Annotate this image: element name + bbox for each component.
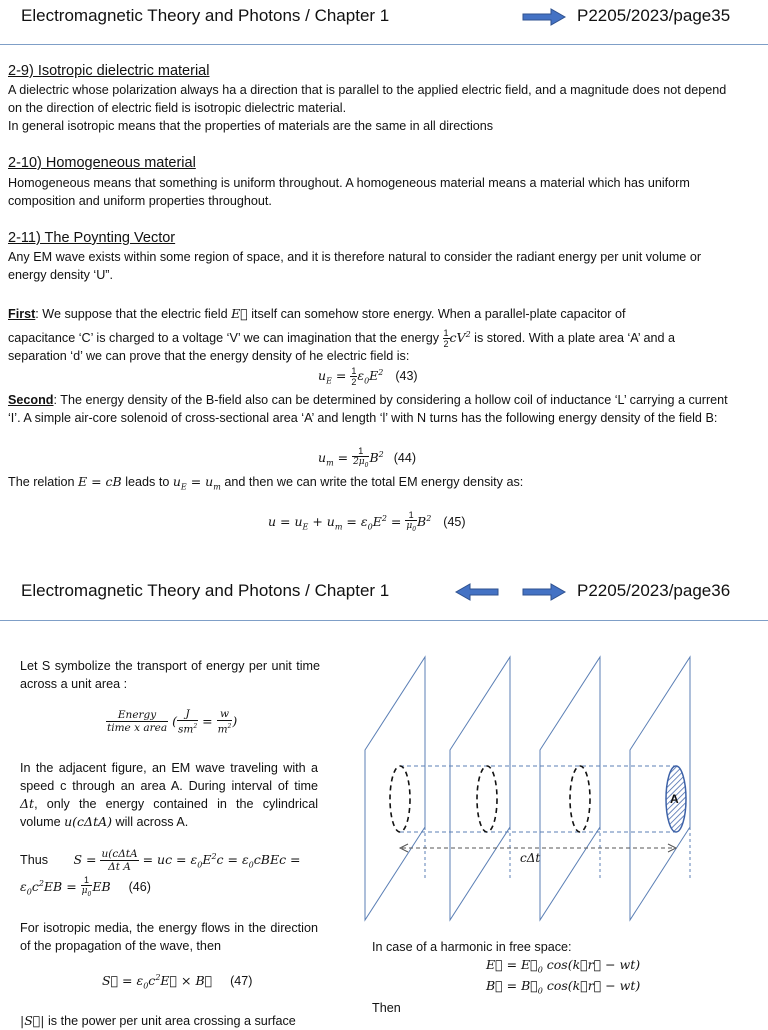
first-text-a: : We suppose that the electric field xyxy=(35,307,232,321)
equation-43: $u_E$ = $\frac{1}{2}$ $\varepsilon_0E^2$ (43) xyxy=(318,366,418,387)
relation-text-a: The relation xyxy=(8,475,79,489)
equation-46-line2: $\varepsilon_0c^2EB$ = $\frac{1}{\mu_0}$ EB (46) xyxy=(20,875,151,898)
figure-description xyxy=(20,759,318,831)
equation-46-tag: (46) xyxy=(128,879,151,894)
cross-section-2 xyxy=(477,766,497,832)
equation-47-tag: (47) xyxy=(230,974,253,989)
power-per-area-line xyxy=(20,1012,340,1030)
first-text-b: itself can somehow store energy. When a parallel-plate capacitor of xyxy=(247,307,626,321)
section-2-9-paragraph xyxy=(8,81,738,135)
section-2-11-heading: 2-11) The Poynting Vector xyxy=(8,230,176,246)
volume-expr: u(cΔtA) xyxy=(64,814,112,829)
power-per-area-text: is the power per unit area crossing a surface xyxy=(48,1014,296,1028)
equation-47: S⃗ = $\varepsilon_0c^2E⃗$ × B⃗ (47) xyxy=(102,973,253,991)
relation-e-cb: E = cB xyxy=(78,474,122,489)
second-text: : The energy density of the B-field also can be determined by considering a hollow coil of inductance ‘L’ carrying a current ‘I’. A simple air-core solenoid of cross-sectional area ‘A’ and length ‘l’ with N turns has the following energy density of the field B: xyxy=(8,393,728,425)
first-text-c: capacitance ‘C’ is charged to a voltage ‘V’ we can imagination that the energy xyxy=(8,331,443,346)
relation-line xyxy=(8,473,748,497)
page35-header-title: Electromagnetic Theory and Photons / Chapter 1 xyxy=(21,6,390,25)
page36-page-ref: P2205/2023/page36 xyxy=(577,581,731,600)
first-paragraph-line1 xyxy=(8,305,748,323)
harmonic-b-field: B⃗ = $B⃗_0$ cos(k⃗r⃗ − wt) xyxy=(486,978,641,996)
next-page-arrow-icon[interactable] xyxy=(521,8,567,26)
header-divider xyxy=(0,44,768,45)
fig-desc-c: will across A. xyxy=(112,815,189,829)
fig-desc-a: In the adjacent figure, an EM wave traveling with a speed c through an area A. During interval of time xyxy=(20,761,318,793)
first-label: First xyxy=(8,307,36,321)
relation-ue-um: $u_E = u_m$ xyxy=(172,474,221,492)
fig-label-a: A xyxy=(670,792,679,806)
s-magnitude: |S⃗| xyxy=(20,1013,45,1028)
page36-header-title: Electromagnetic Theory and Photons / Chapter 1 xyxy=(21,581,390,600)
harmonic-e-field: E⃗ = $E⃗_0$ cos(k⃗r⃗ − wt) xyxy=(486,957,641,975)
plane-2 xyxy=(450,657,510,920)
second-paragraph xyxy=(8,391,743,427)
section-2-11-paragraph: Any EM wave exists within some region of space, and it is therefore natural to consider the radiant energy per unit volume or energy density ‘U”. xyxy=(8,250,702,282)
equation-43-tag: (43) xyxy=(395,369,418,383)
header-divider-2 xyxy=(0,620,768,621)
equation-46 xyxy=(20,848,320,875)
isotropic-general: In general isotropic means that the properties of materials are the same in all directions xyxy=(8,119,494,133)
cross-section-1 xyxy=(390,766,410,832)
equation-44-tag: (44) xyxy=(393,450,416,465)
section-2-10-heading: 2-10) Homogeneous material xyxy=(8,155,196,171)
next-page-arrow-icon-2[interactable] xyxy=(521,583,567,601)
prev-page-arrow-icon[interactable] xyxy=(454,583,500,601)
plane-1 xyxy=(365,657,425,920)
energy-flux-units: $\frac{\text{Energy}}{\text{time x area}}$ ( $\frac{J}{sm^2}$ = $\frac{w}{m^2}$ ) xyxy=(107,708,238,736)
equation-44: $u_m$ = $\frac{1}{2\mu_0}$ $B^2$ (44) xyxy=(318,446,416,469)
poynting-intro: Let S symbolize the transport of energy per unit time across a unit area : xyxy=(20,659,320,691)
page35-page-ref: P2205/2023/page35 xyxy=(577,6,731,25)
first-paragraph-line3: separation ‘d’ we can prove that the energy density of he electric field is: xyxy=(8,349,410,363)
then-label: Then xyxy=(372,1001,401,1015)
section-2-10-paragraph: Homogeneous means that something is uniform throughout. A homogeneous material means a material which has uniform composition and uniform properties throughout. xyxy=(8,176,690,208)
equation-46-line1: S = $\frac{\text{u(cΔtA}}{\text{Δt A}}$ = uc = $\varepsilon_0E^2c$ = $\varepsilon_0cBEc$ = xyxy=(73,848,301,874)
equation-45-tag: (45) xyxy=(443,514,466,529)
first-paragraph-line2 xyxy=(8,326,758,349)
capacitor-energy-formula: $\frac{1}{2}$ $cV^2$ xyxy=(443,328,471,350)
relation-text-c: and then we can write the total EM energy density as: xyxy=(220,475,524,489)
relation-text-b: leads to xyxy=(121,475,173,489)
harmonic-intro: In case of a harmonic in free space: xyxy=(372,940,572,954)
equation-45: $u = u_E + u_m = \varepsilon_0E^2$ = $\frac{1}{\mu_0}$ $B^2$ (45) xyxy=(268,510,466,533)
energy-cylinder-figure xyxy=(340,650,760,930)
delta-t-symbol: Δt xyxy=(20,796,35,811)
fig-desc-b: , only the energy contained in the cylindrical volume xyxy=(20,797,318,829)
section-2-9-heading: 2-9) Isotropic dielectric material xyxy=(8,63,210,79)
isotropic-definition: A dielectric whose polarization always ha a direction that is parallel to the applied electric field, and a magnitude does not depend on the direction of electric field is isotropic dielectric material. xyxy=(8,83,727,115)
vector-e-symbol: E⃗ xyxy=(231,306,248,321)
isotropic-flow-paragraph: For isotropic media, the energy flows in the direction of the propagation of the wave, then xyxy=(20,921,318,953)
cross-section-3 xyxy=(570,766,590,832)
first-text-d: is stored. With a plate area ‘A’ and a xyxy=(470,331,676,346)
thus-label: Thus xyxy=(20,853,48,868)
second-label: Second xyxy=(8,393,54,407)
fig-label-cdt: cΔt xyxy=(520,851,541,865)
